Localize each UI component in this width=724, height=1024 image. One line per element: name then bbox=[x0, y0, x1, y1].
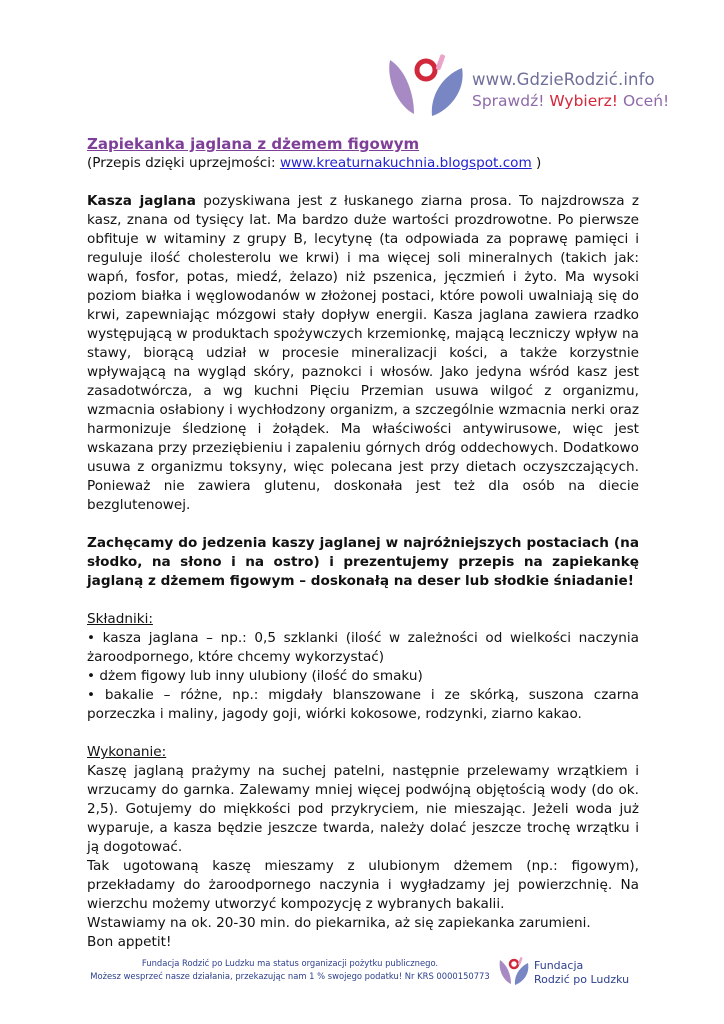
foundation-name bbox=[534, 959, 629, 987]
leaf-heart-icon bbox=[384, 50, 468, 118]
recipe-content bbox=[87, 134, 639, 952]
method-step: Wstawiamy na ok. 20-30 min. do piekarnika, aż się zapiekanka zarumieni. bbox=[87, 915, 591, 931]
credit-suffix: ) bbox=[531, 155, 542, 171]
tagline-choose: Wybierz! bbox=[549, 92, 618, 110]
credit-link[interactable]: www.kreaturnakuchnia.blogspot.com bbox=[279, 155, 532, 171]
tagline-check: Sprawdź! bbox=[472, 92, 545, 110]
tagline bbox=[472, 92, 669, 110]
intro-text: pozyskiwana jest z łuskanego ziarna prosa. To najzdrowsza z kasz, znana od tysięcy lat. Ma bardzo duże wartości prozdrowotne. Po pierwsze obfituje w witaminy z grupy B, lecytynę (ta odpowiada za poprawę pamięci i reguluje ilość cholesterolu we krwi) i ma więcej soli mineralnych (takich jak: wapń, fosfor, potas, miedź, żelazo) niż pszenica, jęczmień i żyto. Ma wysoki poziom białka i węglowodanów w złożonej postaci, które powoli uwalniają się do krwi, zapewniając mózgowi stały dopływ energii. Kasza jaglana zawiera rzadko występującą w produktach spożywczych krzemionkę, mającą leczniczy wpływ na stawy, biorącą udział w procesie mineralizacji kości, a także korzystnie wpływającą na wygląd skóry, paznokci i włosów. Jako jedyna wśród kasz jest zasadotwórcza, a wg kuchni Pięciu Przemian usuwa wilgoć z organizmu, wzmacnia osłabiony i wychłodzony organizm, a szczególnie wzmacnia nerki oraz harmonizuje śledzionę i żołądek. Ma właściwości antywirusowe, więc jest wskazana przy przeziębieniu i zapaleniu górnych dróg oddechowych. Dodatkowo usuwa z organizmu toksyny, więc polecana jest przy dietach oczyszczających. Ponieważ nie zawiera glutenu, doskonała jest też dla osób na diecie bezglutenowej. bbox=[87, 193, 639, 513]
foundation-name-line-2: Rodzić po Ludzku bbox=[534, 973, 630, 986]
gdzierodzic-logo[interactable] bbox=[384, 50, 670, 118]
foundation-logo[interactable] bbox=[497, 956, 657, 990]
foundation-name-line-1: Fundacja bbox=[534, 959, 584, 972]
footer-line-2: Możesz wesprzeć nasze działania, przekazując nam 1 % swojego podatku! Nr KRS 0000150773 bbox=[90, 971, 490, 981]
ingredient-item: • kasza jaglana – np.: 0,5 szklanki (ilość w zależności od wielkości naczynia żaroodpornego, które chcemy wykorzystać) bbox=[87, 630, 639, 665]
method-heading: Wykonanie: bbox=[87, 744, 167, 760]
method-step: Kaszę jaglaną prażymy na suchej patelni, następnie przelewamy wrzątkiem i wrzucamy do garnka. Zalewamy mniej więcej podwójną objętością wody (do ok. 2,5). Gotujemy do miękkości pod przykryciem, nie mieszając. Jeżeli woda już wyparuje, a kasza będzie jeszcze twarda, należy dolać jeszcze trochę wrzątku i ją dogotować. bbox=[87, 763, 639, 855]
footer-line-1: Fundacja Rodzić po Ludzku ma status organizacji pożytku publicznego. bbox=[141, 958, 439, 968]
intro-bold: Kasza jaglana bbox=[87, 193, 196, 209]
ingredients-heading: Składniki: bbox=[87, 611, 153, 627]
intro-paragraph bbox=[87, 192, 639, 515]
ingredient-item: • bakalie – różne, np.: migdały blanszowane i ze skórką, suszona czarna porzeczka i maliny, jagody goji, wiórki kokosowe, rodzynki, ziarno kakao. bbox=[87, 687, 639, 722]
recipe-credit bbox=[87, 154, 639, 173]
foundation-logo-icon bbox=[497, 956, 531, 986]
tagline-rate: Oceń! bbox=[622, 92, 670, 110]
ingredient-item: • dżem figowy lub inny ulubiony (ilość do smaku) bbox=[87, 668, 423, 684]
footer-note bbox=[60, 957, 520, 983]
closing-line: Bon appetit! bbox=[87, 934, 172, 950]
method-step: Tak ugotowaną kaszę mieszamy z ulubionym dżemem (np.: figowym), przekładamy do żaroodpornego naczynia i wygładzamy jej powierzchnię. Na wierzchu możemy utworzyć kompozycję z wybranych bakalii. bbox=[87, 858, 639, 912]
site-url: www.GdzieRodzić.info bbox=[472, 70, 655, 89]
encouragement-paragraph: Zachęcamy do jedzenia kaszy jaglanej w najróżniejszych postaciach (na słodko, na słono i na ostro) i prezentujemy przepis na zapiekankę jaglaną z dżemem figowym – doskonałą na deser lub słodkie śniadanie! bbox=[87, 535, 639, 589]
credit-prefix: (Przepis dzięki uprzejmości: bbox=[87, 155, 280, 171]
recipe-title: Zapiekanka jaglana z dżemem figowym bbox=[87, 135, 420, 153]
